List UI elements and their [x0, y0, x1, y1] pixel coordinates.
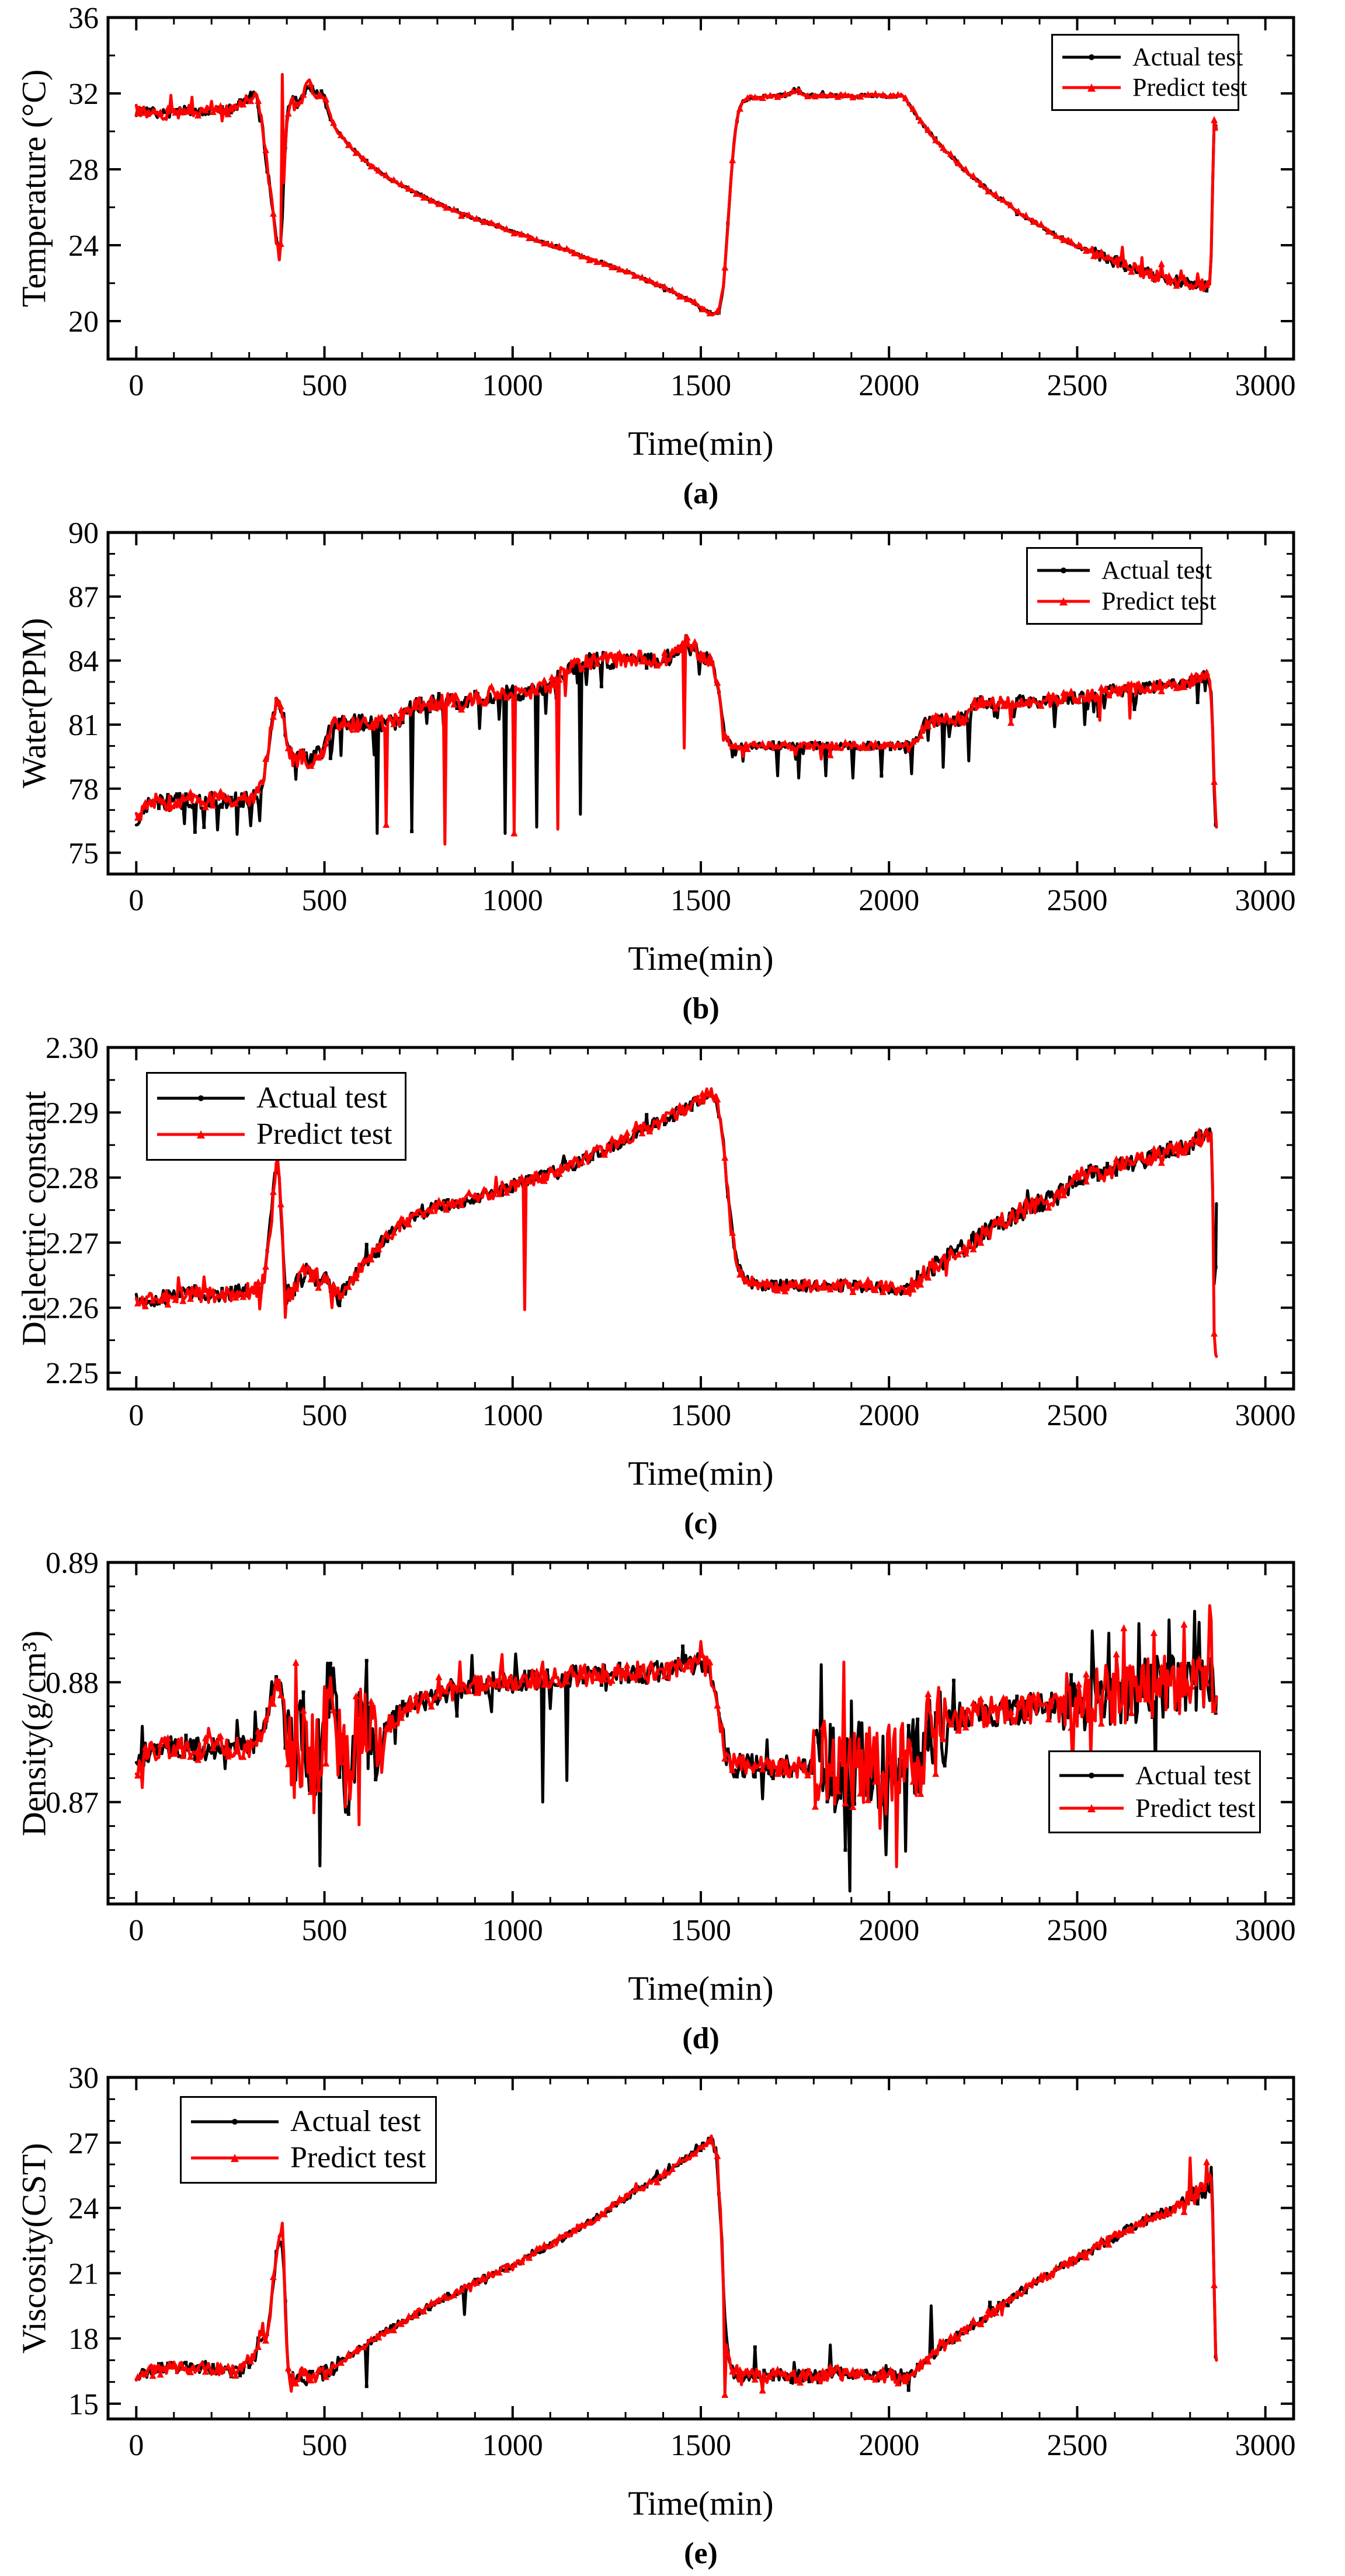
- y-tick-label: 0.87: [46, 1786, 99, 1820]
- predict-series: [134, 633, 1218, 844]
- legend-label-predict: Predict test: [1135, 1793, 1256, 1823]
- x-tick-label: 1500: [670, 1914, 731, 1947]
- x-axis-label-d: Time(min): [628, 1969, 774, 2007]
- x-tick-label: 3000: [1235, 369, 1296, 402]
- panel-caption-a: (a): [683, 477, 719, 510]
- x-axis-label-a: Time(min): [628, 424, 774, 462]
- panel-e: [0, 2060, 1345, 2575]
- y-tick-label: 87: [68, 580, 99, 614]
- y-tick-label: 20: [68, 305, 99, 339]
- actual-line-swatch-icon: [1062, 48, 1121, 66]
- legend-label-predict: Predict test: [1132, 73, 1247, 102]
- actual-series-markers: [139, 85, 1218, 315]
- legend-line-sample: [157, 1126, 245, 1143]
- y-tick-label: 2.30: [46, 1032, 99, 1065]
- x-tick-label: 500: [301, 884, 347, 917]
- y-tick-label: 75: [68, 837, 99, 871]
- legend-d: [1048, 1750, 1261, 1833]
- y-tick-label: 32: [68, 78, 99, 111]
- y-tick-label: 84: [68, 645, 99, 678]
- x-axis-label-b: Time(min): [628, 939, 774, 977]
- actual-line-swatch-icon: [1059, 1767, 1124, 1784]
- y-axis-label-e: Viscosity(CST): [15, 2143, 53, 2354]
- x-tick-label: 2000: [859, 2429, 920, 2462]
- y-tick-label: 2.25: [46, 1357, 99, 1391]
- y-tick-label: 2.28: [46, 1161, 99, 1195]
- actual-series: [136, 636, 1217, 835]
- x-tick-label: 3000: [1235, 1399, 1296, 1432]
- legend-line-sample: [1062, 48, 1121, 66]
- legend-label-predict: Predict test: [256, 1118, 392, 1151]
- x-tick-label: 1000: [482, 2429, 543, 2462]
- legend-entry-actual: [1062, 42, 1243, 71]
- predict-line-swatch-icon: [191, 2149, 279, 2167]
- panel-c: [0, 1030, 1345, 1545]
- y-tick-labels: [68, 2062, 99, 2421]
- legend-a: [1051, 34, 1247, 111]
- x-tick-label: 1000: [482, 884, 543, 917]
- legend-label-predict: Predict test: [290, 2140, 426, 2174]
- y-tick-label: 2.29: [46, 1096, 99, 1130]
- actual-series: [136, 85, 1217, 315]
- legend-label-actual: Actual test: [1132, 42, 1243, 71]
- y-axis-label-d: Density(g/cm³): [15, 1630, 53, 1836]
- actual-line-swatch-icon: [191, 2113, 279, 2131]
- x-tick-label: 0: [128, 1399, 144, 1432]
- y-tick-label: 78: [68, 772, 99, 806]
- x-tick-labels: [128, 1914, 1295, 1947]
- predict-line-swatch-icon: [1062, 79, 1121, 96]
- x-tick-label: 2500: [1047, 2429, 1108, 2462]
- panel-caption-b: (b): [682, 992, 720, 1025]
- x-tick-label: 500: [301, 2429, 347, 2462]
- x-tick-label: 2500: [1047, 1914, 1108, 1947]
- x-tick-labels: [128, 1399, 1295, 1432]
- x-tick-label: 1500: [670, 369, 731, 402]
- panel-caption-c: (c): [684, 1507, 718, 1540]
- y-tick-labels: [68, 517, 99, 870]
- predict-line-swatch-icon: [1037, 593, 1090, 610]
- y-axis-label-a: Temperature (°C): [15, 69, 53, 308]
- legend-line-sample: [191, 2149, 279, 2167]
- y-tick-label: 0.89: [46, 1547, 99, 1580]
- x-tick-label: 1500: [670, 884, 731, 917]
- predict-line-swatch-icon: [157, 1126, 245, 1143]
- x-tick-label: 500: [301, 1914, 347, 1947]
- legend-entry-actual: [1037, 556, 1212, 584]
- x-tick-label: 1000: [482, 369, 543, 402]
- legend-b: [1026, 547, 1217, 625]
- y-tick-label: 30: [68, 2062, 99, 2095]
- legend-e: [180, 2096, 437, 2184]
- x-tick-label: 500: [301, 1399, 347, 1432]
- predict-line-swatch-icon: [1059, 1799, 1124, 1817]
- y-axis-label-b: Water(PPM): [15, 618, 53, 789]
- actual-line-swatch-icon: [157, 1089, 245, 1107]
- predict-series-line: [136, 636, 1217, 844]
- x-tick-label: 2000: [859, 1914, 920, 1947]
- x-axis-label-e: Time(min): [628, 2484, 774, 2522]
- x-tick-label: 2500: [1047, 1399, 1108, 1432]
- x-tick-label: 2500: [1047, 884, 1108, 917]
- legend-entry-predict: [191, 2140, 428, 2174]
- panel-caption-d: (d): [682, 2022, 720, 2055]
- actual-series-markers: [139, 642, 1218, 834]
- x-tick-label: 0: [128, 884, 144, 917]
- legend-line-sample: [191, 2113, 279, 2131]
- legend-entry-predict: [1062, 73, 1247, 102]
- y-tick-label: 21: [68, 2257, 99, 2291]
- x-tick-label: 1000: [482, 1399, 543, 1432]
- x-tick-label: 1500: [670, 1399, 731, 1432]
- legend-label-actual: Actual test: [290, 2105, 421, 2139]
- x-tick-label: 1500: [670, 2429, 731, 2462]
- x-tick-label: 500: [301, 369, 347, 402]
- y-tick-label: 15: [68, 2387, 99, 2421]
- legend-c: [146, 1072, 406, 1161]
- y-tick-label: 18: [68, 2323, 99, 2356]
- y-tick-label: 24: [68, 229, 99, 263]
- legend-line-sample: [157, 1089, 245, 1107]
- y-tick-label: 90: [68, 517, 99, 550]
- legend-label-actual: Actual test: [1101, 556, 1212, 584]
- x-tick-label: 3000: [1235, 884, 1296, 917]
- y-tick-label: 24: [68, 2192, 99, 2226]
- y-tick-label: 2.26: [46, 1292, 99, 1325]
- x-tick-labels: [128, 884, 1295, 917]
- y-tick-label: 36: [68, 2, 99, 35]
- y-tick-labels: [68, 2, 99, 339]
- x-tick-label: 1000: [482, 1914, 543, 1947]
- actual-series-line: [136, 86, 1217, 314]
- predict-series-markers: [134, 633, 1218, 836]
- x-tick-label: 3000: [1235, 1914, 1296, 1947]
- y-tick-label: 27: [68, 2126, 99, 2160]
- x-tick-label: 2500: [1047, 369, 1108, 402]
- predict-series-markers: [134, 81, 1218, 316]
- legend-line-sample: [1059, 1767, 1124, 1784]
- legend-label-predict: Predict test: [1101, 587, 1217, 615]
- panel-d: [0, 1545, 1345, 2060]
- legend-entry-actual: [1059, 1762, 1252, 1789]
- x-tick-label: 2000: [859, 884, 920, 917]
- panel-a: [0, 0, 1345, 515]
- actual-line-swatch-icon: [1037, 562, 1090, 579]
- actual-series-line: [136, 636, 1217, 835]
- panel-caption-e: (e): [684, 2537, 718, 2570]
- y-axis-label-c: Dielectric constant: [15, 1091, 53, 1346]
- legend-label-actual: Actual test: [1135, 1760, 1251, 1790]
- y-tick-label: 0.88: [46, 1666, 99, 1700]
- legend-entry-predict: [1037, 587, 1217, 615]
- y-tick-label: 28: [68, 154, 99, 187]
- legend-line-sample: [1037, 593, 1090, 610]
- legend-line-sample: [1059, 1799, 1124, 1817]
- x-axis-label-c: Time(min): [628, 1454, 774, 1492]
- legend-line-sample: [1037, 562, 1090, 579]
- x-tick-label: 0: [128, 2429, 144, 2462]
- x-tick-labels: [128, 369, 1295, 402]
- y-tick-label: 2.27: [46, 1227, 99, 1261]
- legend-entry-predict: [157, 1119, 398, 1150]
- y-tick-label: 81: [68, 709, 99, 743]
- panel-b: [0, 515, 1345, 1030]
- legend-entry-actual: [157, 1083, 398, 1113]
- legend-entry-predict: [1059, 1793, 1256, 1823]
- x-tick-label: 2000: [859, 369, 920, 402]
- legend-label-actual: Actual test: [256, 1081, 387, 1115]
- x-tick-label: 2000: [859, 1399, 920, 1432]
- legend-entry-actual: [191, 2107, 428, 2137]
- legend-line-sample: [1062, 79, 1121, 96]
- x-tick-label: 0: [128, 1914, 144, 1947]
- x-tick-labels: [128, 2429, 1295, 2462]
- x-tick-label: 3000: [1235, 2429, 1296, 2462]
- x-tick-label: 0: [128, 369, 144, 402]
